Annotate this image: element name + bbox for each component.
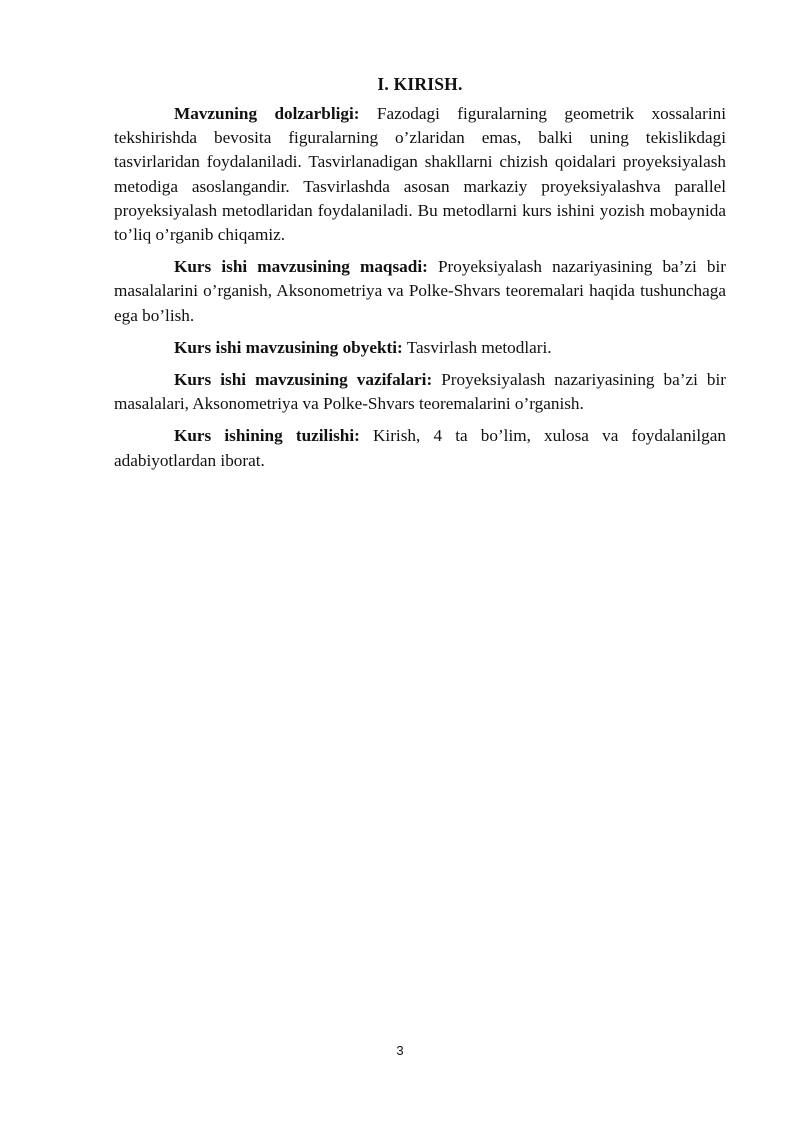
paragraph-text: Tasvirlash metodlari. — [402, 337, 552, 357]
section-heading: I. KIRISH. — [377, 74, 463, 94]
paragraph-structure — [114, 424, 726, 472]
paragraph-label: Kurs ishining tuzilishi: — [174, 426, 360, 446]
paragraph-text: Kirish, 4 ta bo’lim, xulosa va foydalanilgan adabiyotlardan iborat. — [114, 426, 726, 470]
paragraph-label: Kurs ishi mavzusining maqsadi: — [174, 257, 428, 277]
paragraph-label: Kurs ishi mavzusining vazifalari: — [174, 370, 433, 390]
page-number: 3 — [396, 1043, 404, 1058]
paragraph-text: Proyeksiyalash nazariyasining ba’zi bir masalalari, Aksonometriya va Polke-Shvars teoremalarini o’rganish. — [114, 370, 726, 414]
paragraph-label: Mavzuning dolzarbligi: — [174, 104, 360, 123]
paragraph-text: Proyeksiyalash nazariyasining ba’zi bir masalalarini o’rganish, Aksonometriya va Polke-Shvars teoremalari haqida tushunchaga ega bo’lish. — [114, 257, 726, 325]
paragraph-goal — [114, 255, 726, 328]
paragraph-text: Fazodagi figuralarning geometrik xossalarini tekshirishda bevosita figuralarning o’zlaridan emas, balki uning tekislikdagi tasvirlaridan foydalaniladi. Tasvirlanadigan shakllarni chizish qoidalari proyeksiyalash metodiga asoslangandir. Tasvirlashda asosan markaziy proyeksiyalashva parallel proyeksiyalash metodlaridan foydalaniladi. Bu metodlarni kurs ishini yozish mobaynida to’liq o’rganib chiqamiz. — [114, 104, 726, 245]
paragraph-relevance — [114, 102, 726, 247]
paragraph-label: Kurs ishi mavzusining obyekti: — [174, 337, 403, 357]
paragraph-object — [114, 336, 726, 360]
paragraph-tasks — [114, 368, 726, 416]
document-page — [114, 72, 726, 481]
